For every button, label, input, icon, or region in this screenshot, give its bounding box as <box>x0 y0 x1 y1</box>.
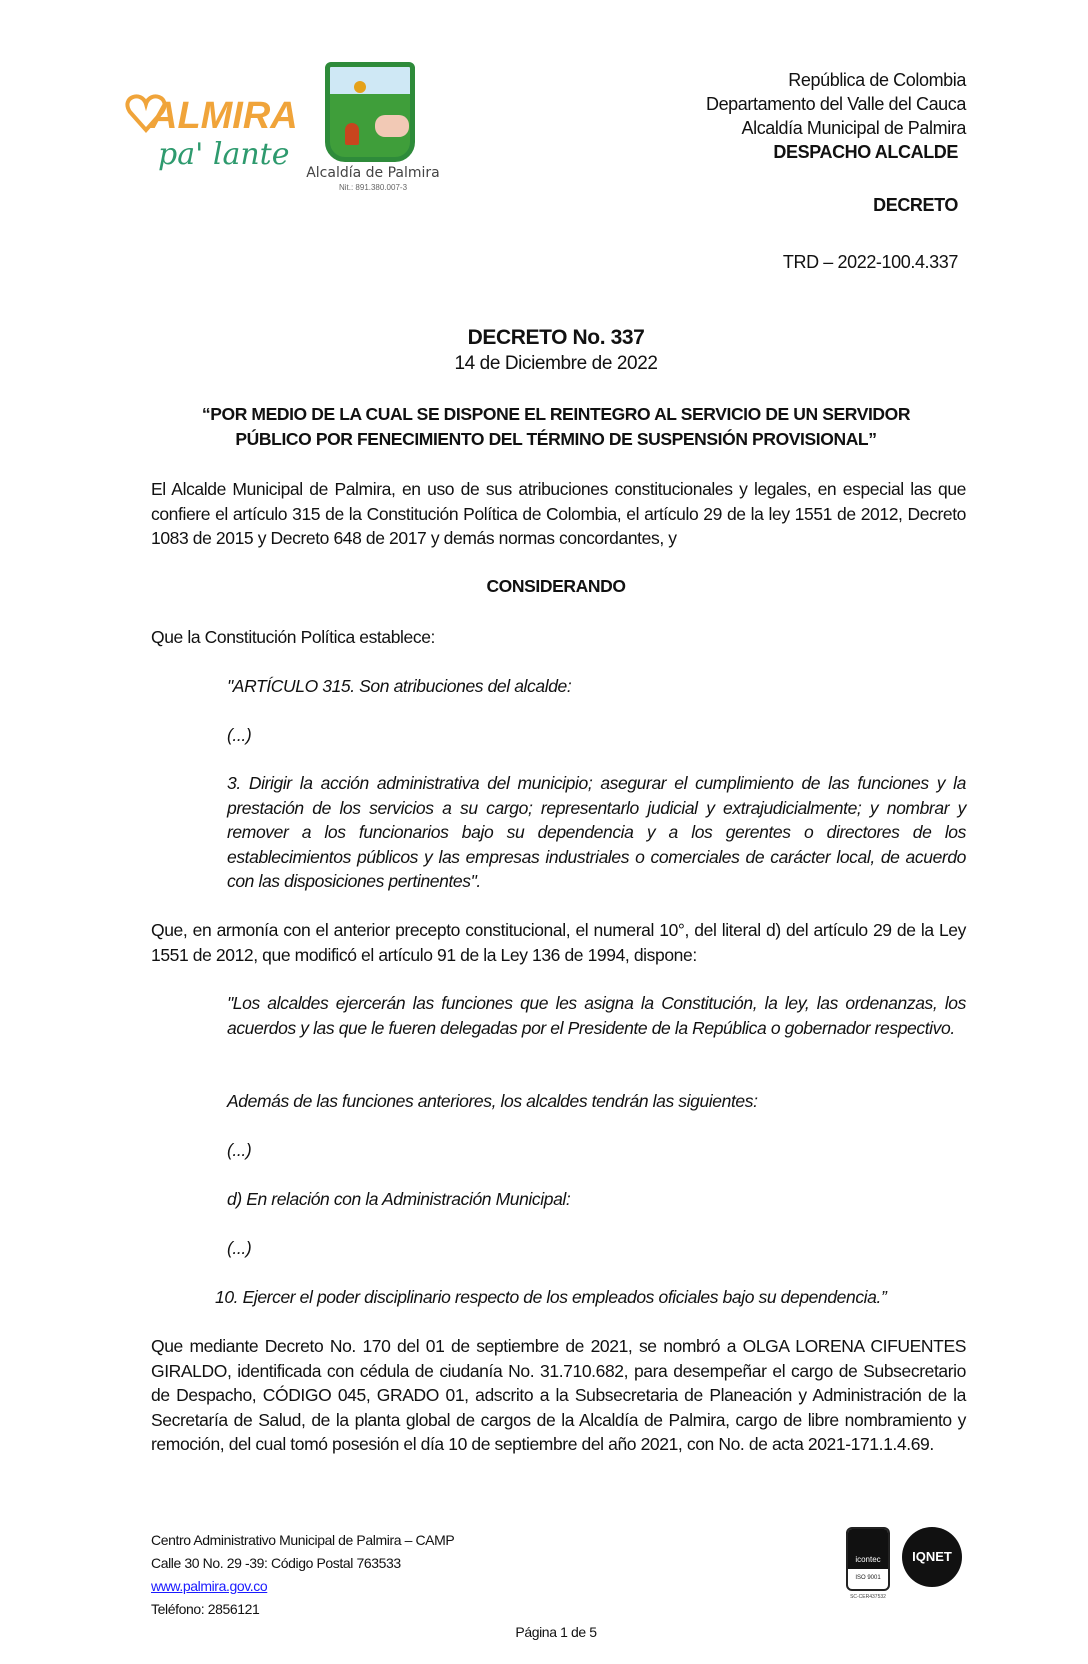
decree-subject-line2: PÚBLICO POR FENECIMIENTO DEL TÉRMINO DE SUSPENSIÓN PROVISIONAL” <box>235 429 877 449</box>
arm-icon <box>375 115 409 137</box>
footer-address-line1: Centro Administrativo Municipal de Palmira – CAMP <box>151 1532 455 1548</box>
header-institution-block <box>706 68 966 164</box>
icontec-code: SC-CER437532 <box>850 1594 886 1600</box>
svg-text:ALMIRA: ALMIRA <box>150 95 298 137</box>
footer-address-block <box>151 1529 454 1621</box>
footer-phone: Teléfono: 2856121 <box>151 1601 260 1617</box>
header-line-republica: República de Colombia <box>788 70 966 90</box>
svg-text:pa' lante: pa' lante <box>158 137 290 172</box>
sun-icon <box>354 81 366 93</box>
header-line-departamento: Departamento del Valle del Cauca <box>705 94 966 114</box>
trd-code: TRD – 2022-100.4.337 <box>782 252 958 272</box>
header-line-despacho: DESPACHO ALCALDE <box>773 142 958 162</box>
quote-numeral-10: 10. Ejercer el poder disciplinario respecto de los empleados oficiales bajo su dependencia.” <box>215 1287 887 1307</box>
quote-numeral-3: 3. Dirigir la acción administrativa del municipio; asegurar el cumplimiento de las funciones y la prestación de los servicios a su cargo; representarlo judicial y extrajudicialmente; y nombrar y remover a los funcionarios bajo su dependencia y a los gerentes o directores de los establecimientos públicos y las empresas industriales o comerciales de carácter local, de acuerdo con las disposiciones pertinentes". <box>227 773 966 891</box>
heart-icon <box>120 82 300 177</box>
decree-subject <box>12 402 1088 452</box>
iqnet-certification-logo: IQNET <box>902 1527 962 1587</box>
escudo-nit: Nit.: 891.380.007-3 <box>338 183 408 192</box>
header-line-alcaldia: Alcaldía Municipal de Palmira <box>741 118 966 138</box>
palmira-pa-lante-logo <box>120 82 300 177</box>
quote-articulo-315: "ARTÍCULO 315. Son atribuciones del alcalde: <box>227 676 572 696</box>
decree-subject-line1: “POR MEDIO DE LA CUAL SE DISPONE EL REINTEGRO AL SERVICIO DE UN SERVIDOR <box>201 404 911 424</box>
considerando-heading: CONSIDERANDO <box>486 576 626 596</box>
quote-literal-d: d) En relación con la Administración Municipal: <box>227 1189 571 1209</box>
doc-type-label: DECRETO <box>873 195 958 215</box>
paragraph-ley-1551: Que, en armonía con el anterior precepto constitucional, el numeral 10°, del literal d) del artículo 29 de la Ley 1551 de 2012, que modificó el artículo 91 de la Ley 136 de 1994, dispone: <box>151 920 966 965</box>
intro-paragraph: El Alcalde Municipal de Palmira, en uso de sus atribuciones constitucionales y legales, en especial las que confiere el artículo 315 de la Constitución Política de Colombia, el artículo 29 de la ley 1551 de 2012, Decreto 1083 de 2015 y Decreto 648 de 2017 y demás normas concordantes, y <box>151 479 966 548</box>
paragraph-constitucion: Que la Constitución Política establece: <box>151 627 436 647</box>
icontec-label: icontec <box>848 1529 888 1569</box>
quote-alcaldes-funciones: "Los alcaldes ejercerán las funciones que les asigna la Constitución, la ley, las ordenanzas, los acuerdos y las que le fueren delegadas por el Presidente de la República o gobernador respectivo. <box>227 993 966 1038</box>
decree-date: 14 de Diciembre de 2022 <box>454 353 658 374</box>
page-number: Página 1 de 5 <box>515 1624 597 1640</box>
figure-icon <box>345 123 359 145</box>
quote-ellipsis-1: (...) <box>227 725 252 745</box>
coat-of-arms-icon <box>325 62 415 162</box>
footer-address-line2: Calle 30 No. 29 -39: Código Postal 763533 <box>151 1555 401 1571</box>
escudo-name: Alcaldía de Palmira <box>306 165 440 181</box>
icontec-certification-logo <box>846 1527 890 1591</box>
quote-ellipsis-3: (...) <box>227 1238 252 1258</box>
alcaldia-escudo-logo <box>303 62 443 197</box>
quote-ademas: Además de las funciones anteriores, los alcaldes tendrán las siguientes: <box>227 1091 758 1111</box>
footer-website-link[interactable]: www.palmira.gov.co <box>151 1578 268 1594</box>
icontec-standard: ISO 9001 <box>855 1575 881 1581</box>
decree-number: DECRETO No. 337 <box>467 326 645 349</box>
quote-ellipsis-2: (...) <box>227 1140 252 1160</box>
paragraph-decreto-170: Que mediante Decreto No. 170 del 01 de septiembre de 2021, se nombró a OLGA LORENA CIFUENTES GIRALDO, identificada con cédula de ciudanía No. 31.710.682, para desempeñar el cargo de Subsecretario de Despacho, CÓDIGO 045, GRADO 01, adscrito a la Subsecretaria de Planeación y Administración de la Secretaría de Salud, de la planta global de cargos de la Alcaldía de Palmira, cargo de libre nombramiento y remoción, del cual tomó posesión el día 10 de septiembre del año 2021, con No. de acta 2021-171.1.4.69. <box>151 1336 966 1454</box>
